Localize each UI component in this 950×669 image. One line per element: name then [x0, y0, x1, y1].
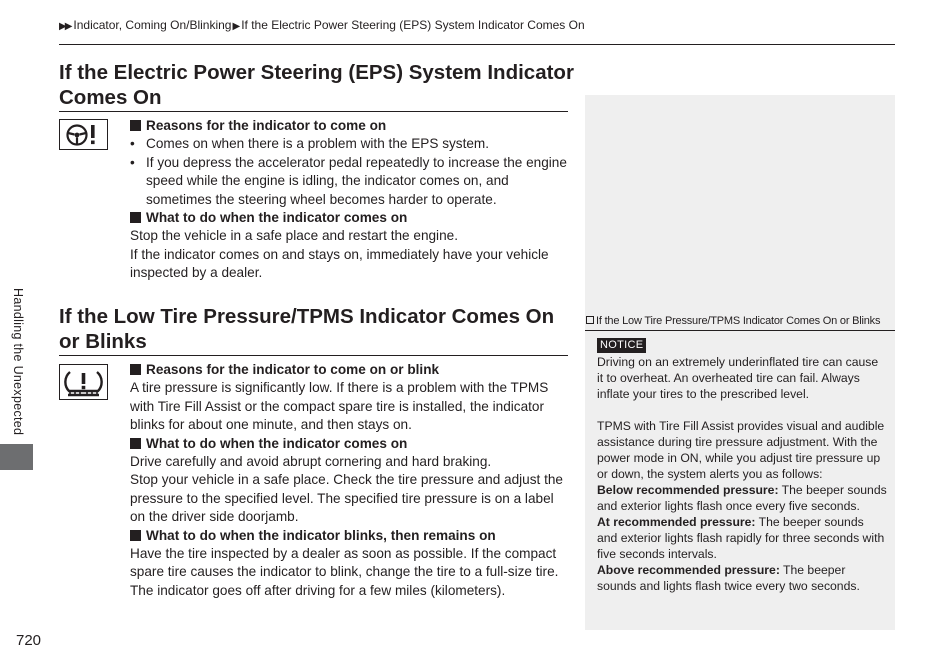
arrow-icon: ▶ [232, 21, 241, 32]
eps-section-title: If the Electric Power Steering (EPS) System Indicator Comes On [59, 61, 574, 109]
eps-reasons-heading: Reasons for the indicator to come on [130, 117, 570, 135]
tpms-todo-heading: What to do when the indicator comes on [130, 435, 570, 453]
tpms-section-divider [59, 355, 568, 356]
sidebar-divider [585, 330, 895, 331]
sidebar-body [597, 418, 887, 594]
sidebar-item: Above recommended pressure: The beeper sounds and lights flash twice every two seconds. [597, 563, 860, 593]
eps-section-body [130, 117, 570, 283]
sidebar-intro: TPMS with Tire Fill Assist provides visual and audible assistance during tire pressure adjustment. With the power mode in ON, while you adjust tire pressure up or down, the system alerts you as follows: [597, 419, 885, 481]
sidebar-notice-text: Driving on an extremely underinflated tire can cause it to overheat. An overheated tire can fail. Always inflate your tires to the prescribed level. [597, 355, 879, 401]
tpms-blink-text: Have the tire inspected by a dealer as soon as possible. If the compact spare tire causes the indicator to blink, change the tire to a full-size tire. The indicator goes off after driving for a few miles (kilometers). [130, 546, 559, 598]
tpms-blink-heading: What to do when the indicator blinks, then remains on [130, 527, 570, 545]
tpms-reasons-heading: Reasons for the indicator to come on or blink [130, 361, 570, 379]
tpms-todo-line: Stop your vehicle in a safe place. Check the tire pressure and adjust the pressure to the specified level. The specified tire pressure is on a label on the driver side doorjamb. [130, 472, 563, 525]
list-item: • If you depress the accelerator pedal repeatedly to increase the engine speed while the engine is idling, the indicator comes on, and sometimes the steering wheel becomes harder to operate. [130, 154, 567, 207]
sidebar-item: At recommended pressure: The beeper sounds and exterior lights flash rapidly for three seconds with five seconds intervals. [597, 515, 885, 561]
eps-todo-line: Stop the vehicle in a safe place and restart the engine. [130, 228, 458, 244]
breadcrumb-item-eps[interactable]: If the Electric Power Steering (EPS) System Indicator Comes On [241, 18, 585, 32]
page-number: 720 [16, 632, 42, 649]
eps-todo-line: If the indicator comes on and stays on, immediately have your vehicle inspected by a dealer. [130, 246, 549, 281]
tpms-todo-line: Drive carefully and avoid abrupt cornering and hard braking. [130, 454, 492, 470]
tpms-section-body [130, 361, 570, 600]
chapter-tab-label: Handling the Unexpected [11, 288, 25, 436]
double-arrow-icon: ▶▶ [59, 21, 71, 32]
notice-badge: NOTICE [597, 338, 646, 353]
tpms-section-title: If the Low Tire Pressure/TPMS Indicator Comes On or Blinks [59, 305, 555, 353]
list-item: • Comes on when there is a problem with the EPS system. [130, 136, 490, 152]
breadcrumb-item-indicator[interactable]: Indicator, Coming On/Blinking [73, 18, 232, 32]
tpms-reasons-text: A tire pressure is significantly low. If there is a problem with the TPMS with Tire Fill Assist or the compact spare tire is installed, the indicator blinks for about one minute, and then stays on. [130, 380, 549, 433]
sidebar-item: Below recommended pressure: The beeper sounds and exterior lights flash once every five seconds. [597, 483, 887, 513]
header-divider [59, 44, 895, 45]
sidebar-reference-title: If the Low Tire Pressure/TPMS Indicator Comes On or Blinks [586, 315, 880, 327]
reference-icon [586, 316, 594, 324]
tire-pressure-icon [59, 364, 108, 400]
eps-section-divider [59, 111, 568, 112]
eps-todo-heading: What to do when the indicator comes on [130, 209, 570, 227]
chapter-tab-marker [0, 444, 33, 470]
breadcrumb [59, 18, 585, 32]
steering-warning-icon [59, 119, 108, 150]
